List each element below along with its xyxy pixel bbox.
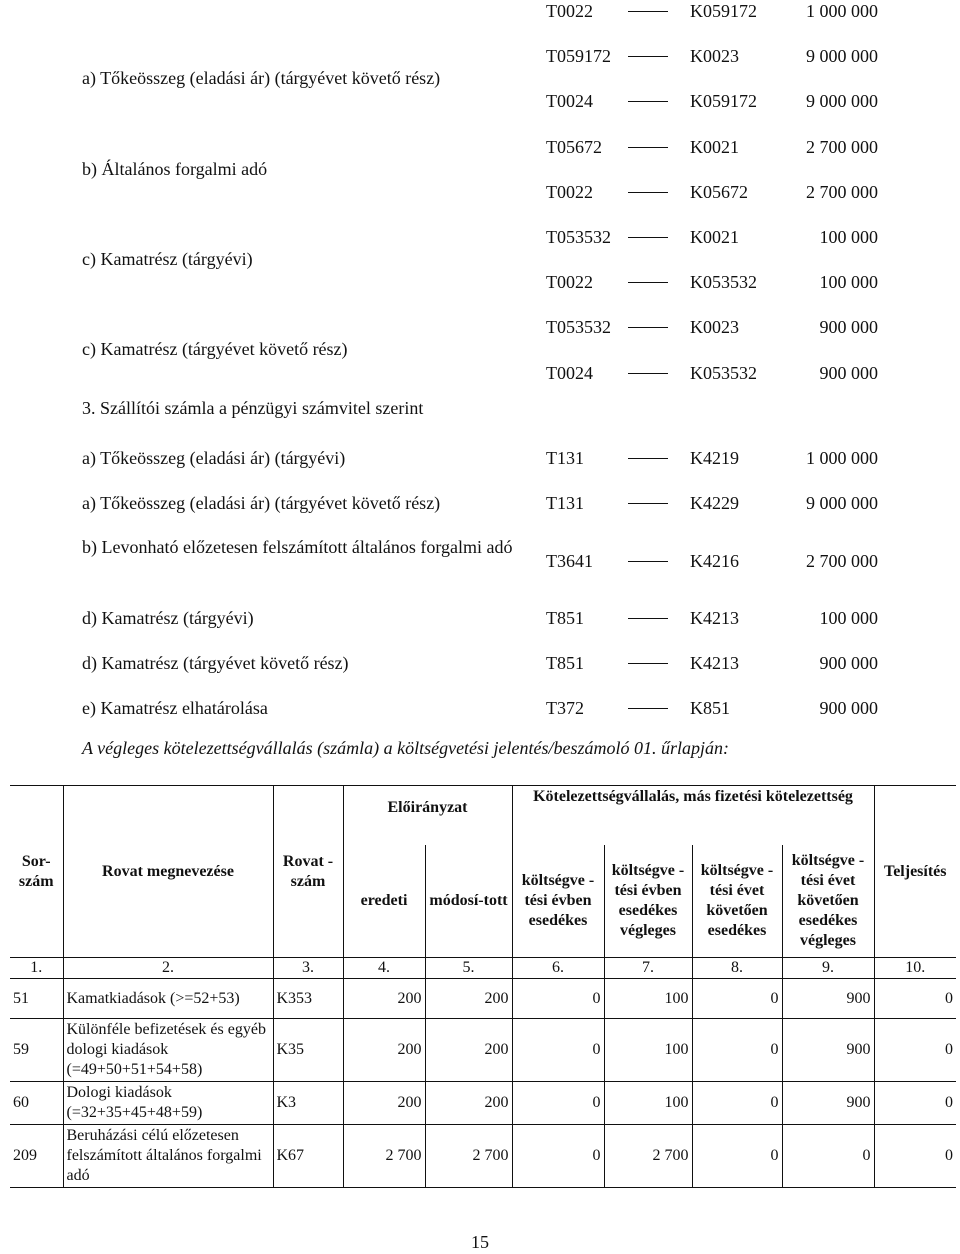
column-number: 6.	[512, 958, 604, 979]
header-k-evben-esedekes-vegleges: költségve -tési évben esedékes végleges	[604, 845, 692, 958]
entry-dash	[628, 561, 668, 562]
credit-account: K059172	[690, 1, 757, 21]
ledger-row	[0, 313, 960, 360]
column-number: 5.	[425, 958, 512, 979]
header-modositott: módosí-tott	[425, 845, 512, 958]
entry-label: a) Tőkeösszeg (eladási ár) (tárgyévet követő rész)	[82, 68, 441, 89]
column-number: 1.	[10, 958, 63, 979]
entry-amount: 1 000 000	[806, 448, 878, 468]
row-value: 200	[343, 979, 425, 1019]
debit-account: T851	[546, 653, 584, 673]
ledger-row	[0, 0, 960, 25]
entry-amount: 900 000	[819, 698, 878, 718]
table-row	[10, 979, 956, 1019]
header-k-evet-koveto-esedekes: költségve -tési évet követően esedékes	[692, 845, 782, 958]
row-value: 0	[874, 1019, 956, 1082]
entry-dash	[628, 282, 668, 283]
row-value: 0	[782, 1125, 874, 1188]
row-value: 0	[692, 1125, 782, 1188]
row-value: 2 700	[343, 1125, 425, 1188]
row-name: Kamatkiadások (>=52+53)	[63, 979, 273, 1019]
entry-label: c) Kamatrész (tárgyévi)	[82, 249, 253, 269]
debit-account: T131	[546, 493, 584, 513]
debit-account: T372	[546, 698, 584, 718]
credit-account: K0023	[690, 317, 739, 338]
column-number: 2.	[63, 958, 273, 979]
ledger-row	[0, 444, 960, 472]
row-value: 100	[604, 979, 692, 1019]
debit-account: T0024	[546, 362, 593, 383]
entry-label: c) Kamatrész (tárgyévet követő rész)	[82, 339, 348, 360]
entry-dash	[628, 503, 668, 504]
row-name: Beruházási célú előzetesen felszámított általános forgalmi adó	[63, 1125, 273, 1188]
credit-account: K4213	[690, 653, 739, 673]
credit-account: K05672	[690, 181, 748, 202]
debit-account: T0022	[546, 272, 593, 293]
table-row	[10, 1125, 956, 1188]
page-number: 15	[471, 1232, 489, 1252]
debit-account: T0022	[546, 1, 593, 21]
entry-label: b) Levonható előzetesen felszámított általános forgalmi adó	[82, 537, 513, 557]
column-number: 9.	[782, 958, 874, 979]
entry-label: d) Kamatrész (tárgyévi)	[82, 608, 254, 628]
header-teljesites: Teljesítés	[874, 786, 956, 958]
column-number: 10.	[874, 958, 956, 979]
entry-dash	[628, 192, 668, 193]
entry-dash	[628, 618, 668, 619]
header-kotelezettseg: Kötelezettségvállalás, más fizetési kötelezettség	[512, 786, 874, 846]
debit-account: T0024	[546, 91, 593, 112]
row-rovat: K67	[273, 1125, 343, 1188]
header-eloiranyzat: Előirányzat	[343, 786, 512, 846]
entry-amount: 100 000	[819, 227, 878, 247]
table-row	[10, 1082, 956, 1125]
row-value: 0	[874, 1125, 956, 1188]
row-name: Dologi kiadások (=32+35+45+48+59)	[63, 1082, 273, 1125]
entry-amount: 9 000 000	[806, 46, 878, 67]
row-rovat: K353	[273, 979, 343, 1019]
row-value: 900	[782, 979, 874, 1019]
entry-dash	[628, 327, 668, 328]
row-value: 0	[512, 979, 604, 1019]
ledger-row	[0, 178, 960, 206]
debit-account: T3641	[546, 551, 593, 571]
table-intro-note	[82, 738, 729, 759]
credit-account: K4229	[690, 493, 739, 513]
row-value: 200	[425, 1019, 512, 1082]
credit-account: K0021	[690, 227, 739, 247]
entry-dash	[628, 56, 668, 57]
credit-account: K4213	[690, 608, 739, 628]
row-value: 0	[692, 979, 782, 1019]
ledger-row	[0, 223, 960, 269]
debit-account: T053532	[546, 227, 611, 247]
debit-account: T0022	[546, 181, 593, 202]
debit-account: T053532	[546, 317, 611, 338]
credit-account: K0023	[690, 46, 739, 67]
row-rovat: K35	[273, 1019, 343, 1082]
row-sorszam: 209	[10, 1125, 63, 1188]
header-rovat-megnevezese: Rovat megnevezése	[63, 786, 273, 958]
row-value: 200	[343, 1019, 425, 1082]
entry-label: a) Tőkeösszeg (eladási ár) (tárgyévet követő rész)	[82, 493, 441, 513]
row-value: 200	[425, 1082, 512, 1125]
row-value: 2 700	[604, 1125, 692, 1188]
column-number: 4.	[343, 958, 425, 979]
entry-amount: 100 000	[819, 608, 878, 628]
entry-amount: 9 000 000	[806, 91, 878, 112]
row-value: 900	[782, 1082, 874, 1125]
entry-amount: 2 700 000	[806, 551, 878, 571]
row-value: 0	[692, 1082, 782, 1125]
credit-account: K059172	[690, 91, 757, 112]
debit-account: T851	[546, 608, 584, 628]
column-number-row	[10, 958, 956, 979]
header-sorszam: Sor-szám	[10, 786, 63, 958]
budget-report-table	[10, 785, 956, 1188]
ledger-row	[0, 268, 960, 296]
header-k-evet-koveto-esedekes-vegleges: költségve -tési évet követően esedékes végleges	[782, 845, 874, 958]
entry-amount: 9 000 000	[806, 493, 878, 513]
entry-dash	[628, 708, 668, 709]
entry-dash	[628, 458, 668, 459]
column-number: 8.	[692, 958, 782, 979]
entry-amount: 100 000	[819, 272, 878, 293]
row-sorszam: 60	[10, 1082, 63, 1125]
ledger-row	[0, 87, 960, 115]
credit-account: K053532	[690, 362, 757, 383]
entry-amount: 2 700 000	[806, 136, 878, 157]
ledger-row	[0, 42, 960, 89]
debit-account: T05672	[546, 136, 602, 157]
row-value: 200	[343, 1082, 425, 1125]
row-name: Különféle befizetések és egyéb dologi kiadások (=49+50+51+54+58)	[63, 1019, 273, 1082]
entry-amount: 900 000	[819, 653, 878, 673]
entry-dash	[628, 663, 668, 664]
entry-amount: 900 000	[819, 362, 878, 383]
entry-dash	[628, 373, 668, 374]
ledger-row	[0, 537, 960, 575]
row-value: 2 700	[425, 1125, 512, 1188]
ledger-row	[0, 649, 960, 677]
credit-account: K0021	[690, 136, 739, 157]
note-text: A végleges kötelezettségvállalás (számla) a költségvetési jelentés/beszámoló 01. űrlapján:	[82, 738, 730, 758]
row-sorszam: 59	[10, 1019, 63, 1082]
entry-dash	[628, 11, 668, 12]
section-heading: 3. Szállítói számla a pénzügyi számvitel szerint	[82, 398, 424, 418]
column-number: 7.	[604, 958, 692, 979]
row-value: 100	[604, 1019, 692, 1082]
debit-account: T059172	[546, 46, 611, 67]
entry-label: b) Általános forgalmi adó	[82, 158, 268, 179]
credit-account: K4219	[690, 448, 739, 468]
entry-dash	[628, 101, 668, 102]
row-value: 100	[604, 1082, 692, 1125]
credit-account: K851	[690, 698, 730, 718]
entry-label: a) Tőkeösszeg (eladási ár) (tárgyévi)	[82, 448, 346, 468]
ledger-row	[0, 489, 960, 517]
row-value: 900	[782, 1019, 874, 1082]
row-sorszam: 51	[10, 979, 63, 1019]
ledger-row	[0, 604, 960, 632]
entry-label: e) Kamatrész elhatárolása	[82, 698, 268, 718]
column-number: 3.	[273, 958, 343, 979]
row-value: 0	[512, 1019, 604, 1082]
entry-amount: 1 000 000	[806, 1, 878, 21]
row-value: 0	[692, 1019, 782, 1082]
row-value: 0	[874, 979, 956, 1019]
row-value: 0	[874, 1082, 956, 1125]
row-value: 0	[512, 1082, 604, 1125]
entry-dash	[628, 237, 668, 238]
entry-amount: 2 700 000	[806, 181, 878, 202]
header-eredeti: eredeti	[343, 845, 425, 958]
entry-amount: 900 000	[819, 317, 878, 338]
row-value: 200	[425, 979, 512, 1019]
row-value: 0	[512, 1125, 604, 1188]
header-k-evben-esedekes: költségve -tési évben esedékes	[512, 845, 604, 958]
credit-account: K053532	[690, 272, 757, 293]
ledger-row	[0, 359, 960, 387]
row-rovat: K3	[273, 1082, 343, 1125]
credit-account: K4216	[690, 551, 739, 571]
header-rovat-szam: Rovat -szám	[273, 786, 343, 958]
ledger-row	[0, 133, 960, 179]
entry-label: d) Kamatrész (tárgyévet követő rész)	[82, 653, 349, 673]
table-row	[10, 1019, 956, 1082]
debit-account: T131	[546, 448, 584, 468]
ledger-row	[0, 694, 960, 722]
entry-dash	[628, 147, 668, 148]
